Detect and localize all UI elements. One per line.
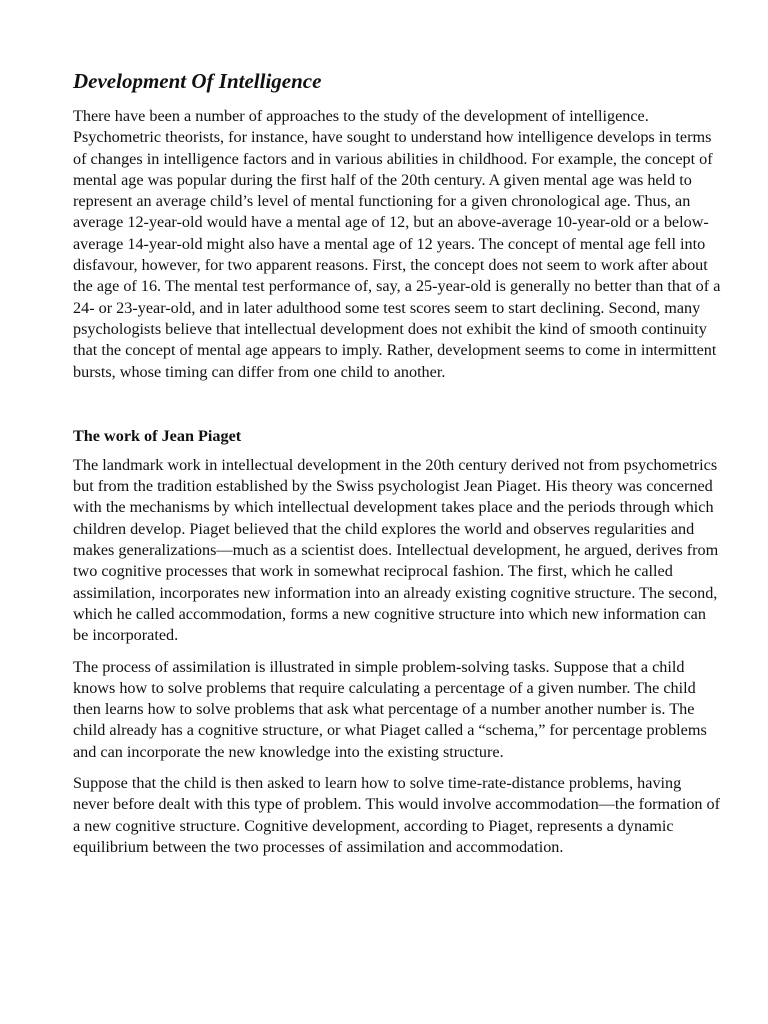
section-paragraph-3: Suppose that the child is then asked to learn how to solve time-rate-distance problems, having never before dealt with this type of problem. This would involve accommodation—the formation of a new cognitive structure. Cognitive development, according to Piaget, represents a dynamic equilibrium between the two processes of assimilation and accommodation. [73,774,721,856]
section-paragraph-1: The landmark work in intellectual development in the 20th century derived not from psychometrics but from the tradition established by the Swiss psychologist Jean Piaget. His theory was concerned with the mechanisms by which intellectual development takes place and the periods through which children develop. Piaget believed that the child explores the world and observes regularities and makes generalizations—much as a scientist does. Intellectual development, he argued, derives from two cognitive processes that work in somewhat reciprocal fashion. The first, which he called assimilation, incorporates new information into an already existing cognitive structure. The second, which he called accommodation, forms a new cognitive structure into which new information can be incorporated. [73,455,719,645]
intro-paragraph: There have been a number of approaches to the study of the development of intelligence. Psychometric theorists, for instance, have sought to understand how intelligence develops in terms of changes in intelligence factors and in various abilities in childhood. For example, the concept of mental age was popular during the first half of the 20th century. A given mental age was held to represent an average child’s level of mental functioning for a given chronological age. Thus, an average 12-year-old would have a mental age of 12, but an above-average 10-year-old or a below-average 14-year-old might also have a mental age of 12 years. The concept of mental age fell into disfavour, however, for two apparent reasons. First, the concept does not seem to work after about the age of 16. The mental test performance of, say, a 25-year-old is generally no better than that of a 24- or 23-year-old, and in later adulthood some test scores seem to start declining. Second, many psychologists believe that intellectual development does not exhibit the kind of smooth continuity that the concept of mental age appears to imply. Rather, development seems to come in intermittent bursts, whose timing can differ from one child to another. [73,107,721,381]
document-title: Development Of Intelligence [73,69,322,93]
section-paragraph-2: The process of assimilation is illustrated in simple problem-solving tasks. Suppose that a child knows how to solve problems that require calculating a percentage of a given number. The child then learns how to solve problems that ask what percentage of a number another number is. The child already has a cognitive structure, or what Piaget called a “schema,” for percentage problems and can incorporate the new knowledge into the existing structure. [73,657,707,761]
section-heading: The work of Jean Piaget [73,426,242,445]
document-page [73,68,721,858]
